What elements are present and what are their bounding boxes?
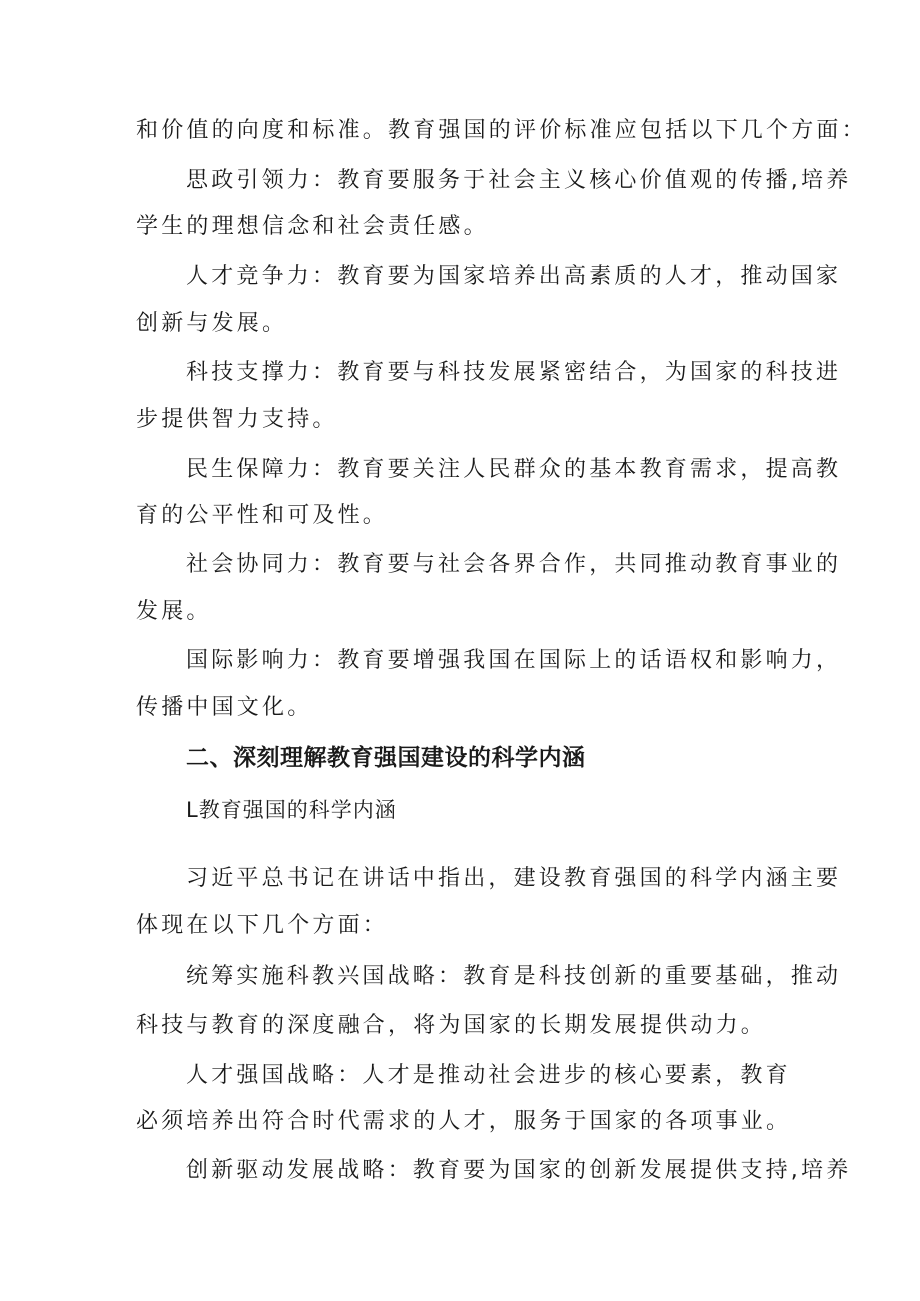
paragraph-line: 人才强国战略：人才是推动社会进步的核心要素，教育 xyxy=(186,1063,791,1088)
paragraph-line: 国际影响力：教育要增强我国在国际上的话语权和影响力， xyxy=(186,648,842,673)
section-heading: 二、深刻理解教育强国建设的科学内涵 xyxy=(186,745,586,771)
subsection-heading: L教育强国的科学内涵 xyxy=(186,798,397,822)
paragraph-line: 社会协同力：教育要与社会各界合作，共同推动教育事业的 xyxy=(186,552,842,577)
paragraph-line: 必须培养出符合时代需求的人才，服务于国家的各项事业。 xyxy=(136,1109,792,1134)
paragraph-line: 步提供智力支持。 xyxy=(136,407,338,432)
paragraph-line: 思政引领力：教育要服务于社会主义核心价值观的传播,培养 xyxy=(186,168,852,193)
paragraph-line: 科技支撑力：教育要与科技发展紧密结合，为国家的科技进 xyxy=(186,360,842,385)
paragraph-line: 育的公平性和可及性。 xyxy=(136,503,389,528)
paragraph-line: 科技与教育的深度融合，将为国家的长期发展提供动力。 xyxy=(136,1013,767,1038)
paragraph-line: 习近平总书记在讲话中指出，建设教育强国的科学内涵主要 xyxy=(186,866,842,891)
paragraph-line: 体现在以下几个方面： xyxy=(136,913,389,938)
paragraph-line: 和价值的向度和标准。教育强国的评价标准应包括以下几个方面： xyxy=(136,118,867,143)
paragraph-line: 创新与发展。 xyxy=(136,311,288,336)
paragraph-line: 创新驱动发展战略：教育要为国家的创新发展提供支持,培养 xyxy=(186,1158,852,1183)
paragraph-line: 发展。 xyxy=(136,599,212,624)
paragraph-line: 民生保障力：教育要关注人民群众的基本教育需求，提高教 xyxy=(186,457,842,482)
paragraph-line: 统筹实施科教兴国战略：教育是科技创新的重要基础，推动 xyxy=(186,964,842,989)
paragraph-line: 传播中国文化。 xyxy=(136,695,313,720)
paragraph-line: 学生的理想信念和社会责任感。 xyxy=(136,214,489,239)
paragraph-line: 人才竞争力：教育要为国家培养出高素质的人才，推动国家 xyxy=(186,264,842,289)
